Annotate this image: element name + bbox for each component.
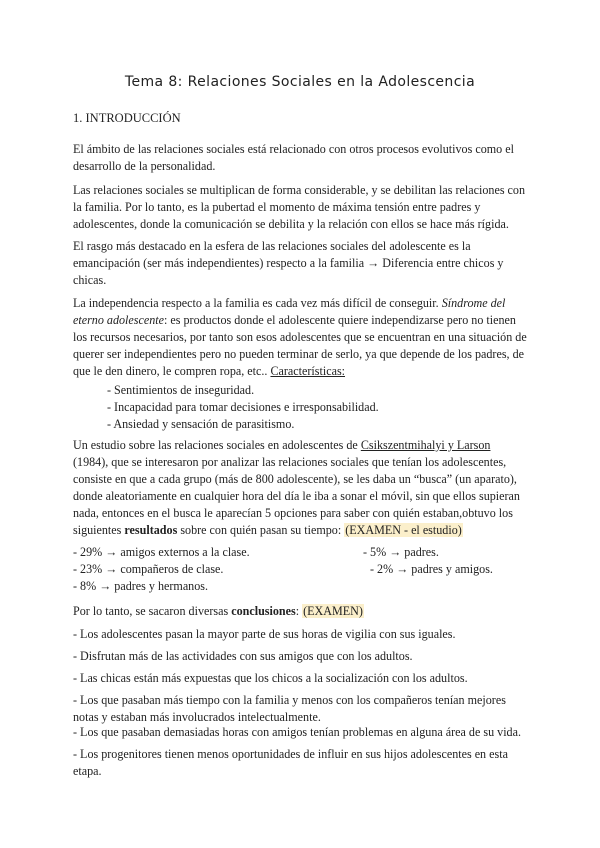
conclusion-item: - Las chicas están más expuestas que los chicos a la socialización con los adultos. bbox=[73, 671, 468, 685]
conclusions-bold: conclusiones bbox=[231, 604, 296, 618]
result-item: - 5% → padres. bbox=[363, 545, 439, 559]
conclusions-intro-text: Por lo tanto, se sacaron diversas bbox=[73, 604, 229, 618]
characteristics-label: Características: bbox=[270, 364, 346, 378]
conclusion-item: - Los adolescentes pasan la mayor parte de sus horas de vigilia con sus iguales. bbox=[73, 627, 456, 641]
study-authors: Csikszentmihalyi y Larson bbox=[360, 438, 491, 452]
list-item: - Incapacidad para tomar decisiones e irresponsabilidad. bbox=[107, 400, 379, 414]
p4-text: La independencia respecto a la familia es cada vez más difícil de conseguir. bbox=[73, 296, 439, 310]
p4-italic-term: Síndrome del eterno adolescente bbox=[73, 296, 506, 327]
characteristics-list bbox=[107, 382, 527, 433]
exam-highlight-conclusions: (EXAMEN) bbox=[303, 604, 363, 618]
conclusion-item: - Los progenitores tienen menos oportunidades de influir en sus hijos adolescentes en esta etapa. bbox=[73, 747, 508, 778]
paragraph-2: Las relaciones sociales se multiplican de forma considerable, y se debilitan las relaciones con la familia. Por lo tanto, es la pubertad el momento de máxima tensión entre padres y adolescentes, donde la comunicación se debilita y la relación con ellos se hace más rígida. bbox=[73, 183, 526, 231]
paragraph-1: El ámbito de las relaciones sociales está relacionado con otros procesos evolutivos como el desarrollo de la personalidad. bbox=[73, 142, 514, 173]
conclusion-item: - Los que pasaban más tiempo con la familia y menos con los compañeros tenían mejores notas y estaban más involucrados intelectualmente. bbox=[73, 693, 506, 724]
conclusions-intro bbox=[73, 603, 528, 620]
conclusions-colon: : bbox=[295, 604, 300, 618]
results-bold: resultados bbox=[124, 523, 178, 537]
exam-highlight-study: (EXAMEN - el estudio) bbox=[345, 523, 462, 537]
paragraph-3: El rasgo más destacado en la esfera de las relaciones sociales del adolescente es la emancipación (ser más independientes) respecto a la familia → Diferencia entre chicos y chicas. bbox=[73, 239, 504, 287]
result-item: - 8% → padres y hermanos. bbox=[73, 579, 209, 593]
p4-rest: : es productos donde el adolescente quiere independizarse pero no tienen los recursos necesarios, por tanto son esos adolescentes que se encuentran en una situación de querer ser independientes pero no pueden terminar de serlo, ya que depende de los padres, de que le den dinero, le compren ropa, etc.. bbox=[73, 313, 527, 378]
list-item: - Ansiedad y sensación de parasitismo. bbox=[107, 417, 295, 431]
conclusion-item: - Los que pasaban demasiadas horas con amigos tenían problemas en alguna área de su vida. bbox=[73, 725, 521, 739]
results-row-2 bbox=[73, 561, 528, 578]
list-item: - Sentimientos de inseguridad. bbox=[107, 383, 255, 397]
paragraph-5 bbox=[73, 437, 528, 539]
p5-text: Un estudio sobre las relaciones sociales en adolescentes de bbox=[73, 438, 358, 452]
document-title: Tema 8: Relaciones Sociales en la Adolescencia bbox=[124, 74, 476, 90]
p5-mid: (1984), que se interesaron por analizar las relaciones sociales que tenían los adolescentes, consiste en que a cada grupo (más de 800 adolescente), se les daba un “busca” (un aparato), donde aleatoriamente en cualquier hora del día le iba a sonar el móvil, sin que ellos supieran nada, entonces en el busca le aparecían 5 opciones para saber con quién estaban,obtuvo los siguientes bbox=[73, 455, 520, 537]
result-item: - 2% → padres y amigos. bbox=[370, 562, 493, 576]
results-row-3 bbox=[73, 578, 528, 595]
paragraph-4 bbox=[73, 295, 528, 380]
results-row-1 bbox=[73, 544, 528, 561]
conclusion-item: - Disfrutan más de las actividades con sus amigos que con los adultos. bbox=[73, 649, 413, 663]
section-heading: 1. INTRODUCCIÓN bbox=[73, 111, 181, 125]
p5-end: sobre con quién pasan su tiempo: bbox=[180, 523, 342, 537]
result-item: - 29% → amigos externos a la clase. bbox=[73, 545, 250, 559]
result-item: - 23% → compañeros de clase. bbox=[73, 562, 224, 576]
